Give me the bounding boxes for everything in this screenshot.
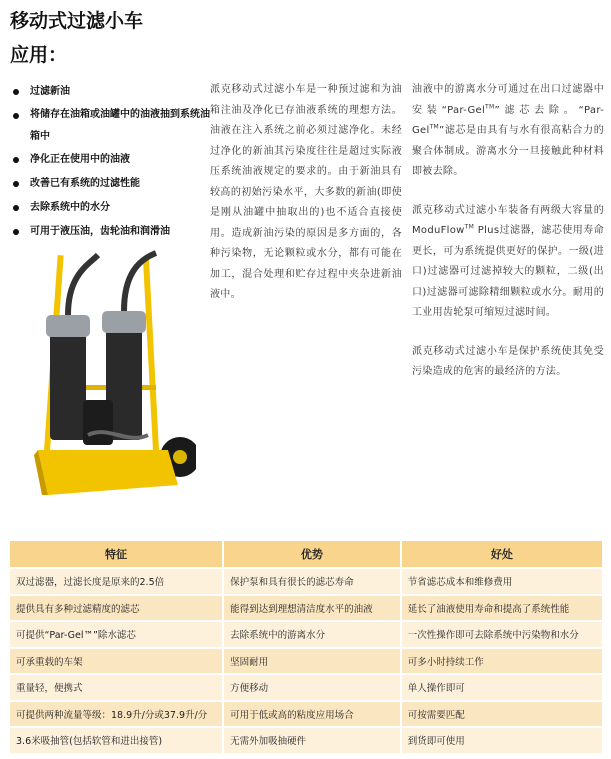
table-cell: 无需外加吸抽硬件 [223, 727, 401, 753]
column-header: 特征 [10, 541, 223, 568]
list-item: 去除系统中的水分 [10, 196, 210, 220]
table-cell: 能得到达到理想清洁度水平的油液 [223, 595, 401, 622]
table-cell: 双过滤器，过滤长度是原来的2.5倍 [10, 568, 223, 595]
paragraph: 油液中的游离水分可通过在出口过滤器中安装“Par-Gel™”滤芯去除。“Par-Gel™”滤芯是由具有与水有很高粘合力的聚合体制成。游离水分一旦接触此种材料即被去除。 [412, 84, 605, 177]
table-cell: 到货即可使用 [401, 727, 602, 753]
paragraph: 派克移动式过滤小车是保护系统使其免受污染造成的危害的最经济的方法。 [412, 345, 604, 377]
features-table [10, 541, 602, 753]
paragraph: 派克移动式过滤小车装备有两级大容量的ModuFlow™ Plus过滤器，滤芯使用寿命更长，可为系统提供更好的保护。一级(进口)过滤器可过滤掉较大的颗粒，二级(出口)过滤器可滤除精细颗粒或水分。耐用的工业用齿轮泵可缩短过滤时间。 [412, 204, 604, 318]
table-cell: 可提供“Par-Gel™”除水滤芯 [10, 621, 223, 648]
table-row [10, 568, 602, 595]
table-cell: 保护泵和具有很长的滤芯寿命 [223, 568, 401, 595]
table-cell: 可承重载的车架 [10, 648, 223, 675]
column-header: 优势 [223, 541, 401, 568]
paragraph: 派克移动式过滤小车是一种预过滤和为油箱注油及净化已存油液系统的理想方法。油液在注入系统之前必须过滤净化。未经过净化的新油其污染度往往是超过实际液压系统油液规定的要求的。由于新油具有较高的初始污染水平，大多数的新油(即使是刚从油罐中抽取出的)也不适合直接使用。造成新油污染的原因是多方面的，各种污染物，无论颗粒或水分，都有可能在加工，混合处理和贮存过程中夹杂进新油液中。 [210, 84, 402, 300]
table-row [10, 674, 602, 701]
table-row [10, 701, 602, 728]
table-cell: 坚固耐用 [223, 648, 401, 675]
table-cell: 去除系统中的游离水分 [223, 621, 401, 648]
list-item: 过滤新油 [10, 80, 210, 104]
page-title: 移动式过滤小车 [10, 10, 144, 32]
table-cell: 一次性操作即可去除系统中污染物和水分 [401, 621, 602, 648]
list-item: 改善已有系统的过滤性能 [10, 172, 210, 196]
intro-column [210, 80, 402, 324]
list-item: 将储存在油箱或油罐中的油液抽到系统油箱中 [10, 104, 210, 148]
filter-cart-photo [28, 245, 196, 507]
table-cell: 单人操作即可 [401, 674, 602, 701]
table-cell: 可提供两种流量等级：18.9升/分或37.9升/分 [10, 701, 223, 728]
table-cell: 可用于低或高的粘度应用场合 [223, 701, 401, 728]
table-cell: 方便移动 [223, 674, 401, 701]
table-row [10, 621, 602, 648]
table-cell: 节省滤芯成本和维修费用 [401, 568, 602, 595]
table-cell: 3.6米吸抽管(包括软管和进出接管) [10, 727, 223, 753]
table-cell: 延长了油液使用寿命和提高了系统性能 [401, 595, 602, 622]
table-cell: 提供具有多种过滤精度的滤芯 [10, 595, 223, 622]
applications-list [10, 80, 210, 244]
table-row [10, 595, 602, 622]
column-header: 好处 [401, 541, 602, 568]
table-cell: 可按需要匹配 [401, 701, 602, 728]
table-row [10, 727, 602, 753]
table-row [10, 648, 602, 675]
section-heading: 应用： [10, 44, 68, 66]
details-column [412, 80, 604, 401]
table-header-row [10, 541, 602, 568]
list-item: 可用于液压油，齿轮油和润滑油 [10, 220, 210, 244]
list-item: 净化正在使用中的油液 [10, 148, 210, 172]
table-cell: 可多小时持续工作 [401, 648, 602, 675]
table-cell: 重量轻，便携式 [10, 674, 223, 701]
